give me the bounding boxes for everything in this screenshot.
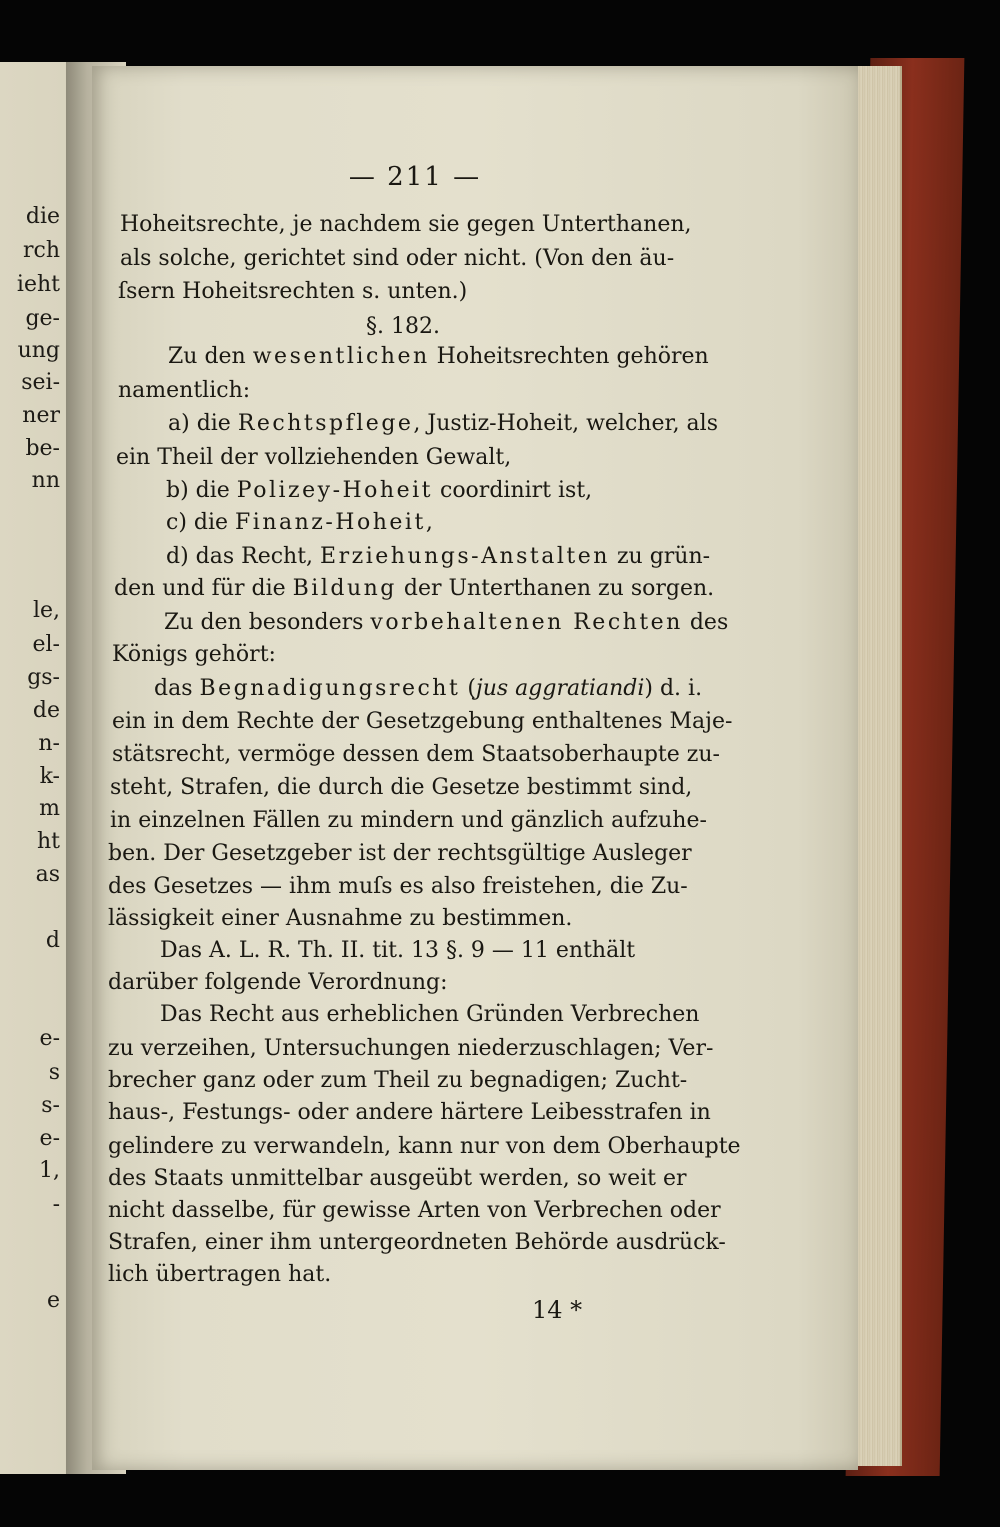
spaced-emphasis: Polizey-Hoheit — [236, 478, 433, 503]
text-span: , — [425, 510, 433, 535]
text-span: steht, Strafen, die durch die Gesetze bestimmt sind, — [110, 775, 693, 800]
text-span: zu grün- — [609, 544, 711, 569]
latin-term: jus aggratiandi — [475, 676, 645, 701]
page-header: — 211 — — [348, 162, 482, 192]
text-span: d) das Recht, — [166, 544, 321, 569]
text-span: a) die — [168, 411, 238, 436]
margin-fragment: as — [35, 864, 60, 886]
text-line — [120, 214, 692, 236]
text-span: , Justiz-Hoheit, welcher, als — [413, 411, 718, 436]
text-span: haus-, Festungs- oder andere härtere Leibesstrafen in — [108, 1100, 711, 1125]
text-span: Das Recht aus erheblichen Gründen Verbrechen — [160, 1002, 700, 1027]
section-heading: §. 182. — [366, 314, 440, 339]
text-span: Hoheitsrechten gehören — [429, 344, 709, 369]
text-line — [112, 711, 732, 733]
text-line — [108, 1070, 687, 1092]
text-span: Zu den besonders — [164, 610, 371, 635]
text-line — [160, 1004, 699, 1026]
text-span: ) d. i. — [644, 676, 703, 701]
margin-fragment: gs- — [27, 667, 60, 689]
margin-fragment: e — [46, 1290, 60, 1312]
margin-fragment: s- — [41, 1095, 60, 1117]
text-line — [108, 1232, 726, 1254]
spaced-emphasis: Finanz-Hoheit — [235, 510, 426, 535]
text-line — [164, 612, 728, 634]
text-span: c) die — [166, 510, 236, 535]
margin-fragment: - — [52, 1194, 60, 1216]
margin-fragment: 1, — [39, 1160, 60, 1182]
text-line — [112, 644, 276, 666]
text-line — [168, 413, 718, 435]
text-span: den und für die — [114, 576, 293, 601]
text-span: das — [154, 676, 200, 701]
text-span: coordinirt ist, — [433, 478, 593, 503]
text-line — [108, 1168, 687, 1190]
text-span: des Staats unmittelbar ausgeübt werden, so weit er — [108, 1166, 687, 1191]
text-span: ein in dem Rechte der Gesetzgebung enthaltenes Maje- — [112, 709, 733, 734]
text-line — [166, 480, 592, 502]
text-line — [116, 447, 511, 469]
margin-fragment: ung — [17, 340, 60, 362]
margin-fragment: die — [25, 206, 60, 228]
text-span: Zu den — [168, 344, 253, 369]
text-span: Das A. L. R. Th. II. tit. 13 §. 9 — 11 enthält — [160, 938, 636, 963]
text-line — [108, 843, 692, 865]
margin-fragment: sei- — [21, 372, 60, 394]
text-span: in einzelnen Fällen zu mindern und gänzlich aufzuhe- — [110, 808, 707, 833]
spaced-emphasis: vorbehaltenen Rechten — [370, 610, 683, 635]
text-span: ein Theil der vollziehenden Gewalt, — [116, 445, 512, 470]
margin-fragment: m — [39, 798, 60, 820]
text-span: der Unterthanen zu sorgen. — [396, 576, 715, 601]
margin-fragment: ht — [36, 831, 60, 853]
text-line — [108, 1200, 721, 1222]
margin-fragment: n- — [38, 733, 60, 755]
text-line — [120, 248, 674, 270]
text-span: gelindere zu verwandeln, kann nur von dem Oberhaupte — [108, 1134, 741, 1159]
text-line — [166, 512, 433, 534]
text-span: Königs gehört: — [112, 642, 276, 667]
spaced-emphasis: Bildung — [292, 576, 397, 601]
text-span: des — [682, 610, 729, 635]
margin-fragment: k- — [39, 766, 60, 788]
text-line — [108, 1102, 711, 1124]
margin-fragment: e- — [39, 1028, 60, 1050]
text-line — [110, 777, 692, 799]
margin-fragment: de — [32, 700, 60, 722]
text-line — [110, 810, 707, 832]
text-span: brecher ganz oder zum Theil zu begnadigen; Zucht- — [108, 1068, 688, 1093]
text-line — [108, 1136, 741, 1158]
text-span: ben. Der Gesetzgeber ist der rechtsgültige Ausleger — [108, 841, 692, 866]
text-line — [118, 281, 467, 303]
text-line — [168, 346, 709, 368]
text-span: ( — [460, 676, 476, 701]
margin-fragment: ge- — [25, 308, 60, 330]
margin-fragment: e- — [39, 1128, 60, 1150]
text-span: ſsern Hoheitsrechten s. unten.) — [118, 279, 468, 304]
text-span: lässigkeit einer Ausnahme zu bestimmen. — [108, 906, 573, 931]
margin-fragment: be- — [25, 438, 60, 460]
text-span: als solche, gerichtet sind oder nicht. (Von den äu- — [120, 246, 675, 271]
margin-fragment: d — [45, 930, 60, 952]
text-line — [118, 380, 250, 402]
right-page — [92, 66, 858, 1470]
text-line — [112, 744, 720, 766]
margin-fragment: s — [48, 1062, 60, 1084]
text-span: Strafen, einer ihm untergeordneten Behörde ausdrück- — [108, 1230, 726, 1255]
margin-fragment: nn — [31, 470, 60, 492]
text-span: b) die — [166, 478, 237, 503]
text-span: Hoheitsrechte, je nachdem sie gegen Unterthanen, — [120, 212, 692, 237]
text-span: stätsrecht, vermöge dessen dem Staatsoberhaupte zu- — [112, 742, 720, 767]
text-line — [108, 1264, 331, 1286]
margin-fragment: el- — [32, 634, 60, 656]
text-line — [160, 940, 635, 962]
text-line — [108, 972, 448, 994]
margin-fragment: ieht — [16, 274, 60, 296]
text-span: lich übertragen hat. — [108, 1262, 332, 1287]
text-span: nicht dasselbe, für gewisse Arten von Verbrechen oder — [108, 1198, 721, 1223]
margin-fragment: rch — [22, 240, 60, 262]
text-span: des Gesetzes — ihm muſs es also freistehen, die Zu- — [108, 874, 688, 899]
text-line — [108, 908, 572, 930]
text-span: zu verzeihen, Untersuchungen niederzuschlagen; Ver- — [108, 1036, 714, 1061]
text-line — [108, 1038, 713, 1060]
margin-fragment: ner — [22, 405, 60, 427]
text-span: namentlich: — [118, 378, 251, 403]
text-line — [154, 678, 702, 700]
spaced-emphasis: wesentlichen — [252, 344, 430, 369]
signature-mark: 14 * — [532, 1296, 583, 1324]
text-line — [166, 546, 710, 568]
margin-fragment: le, — [32, 600, 60, 622]
text-line — [114, 578, 714, 600]
spaced-emphasis: Begnadigungsrecht — [199, 676, 461, 701]
text-line — [108, 876, 688, 898]
spaced-emphasis: Rechtspflege — [237, 411, 414, 436]
spaced-emphasis: Erziehungs-Anstalten — [320, 544, 610, 569]
text-span: darüber folgende Verordnung: — [108, 970, 448, 995]
